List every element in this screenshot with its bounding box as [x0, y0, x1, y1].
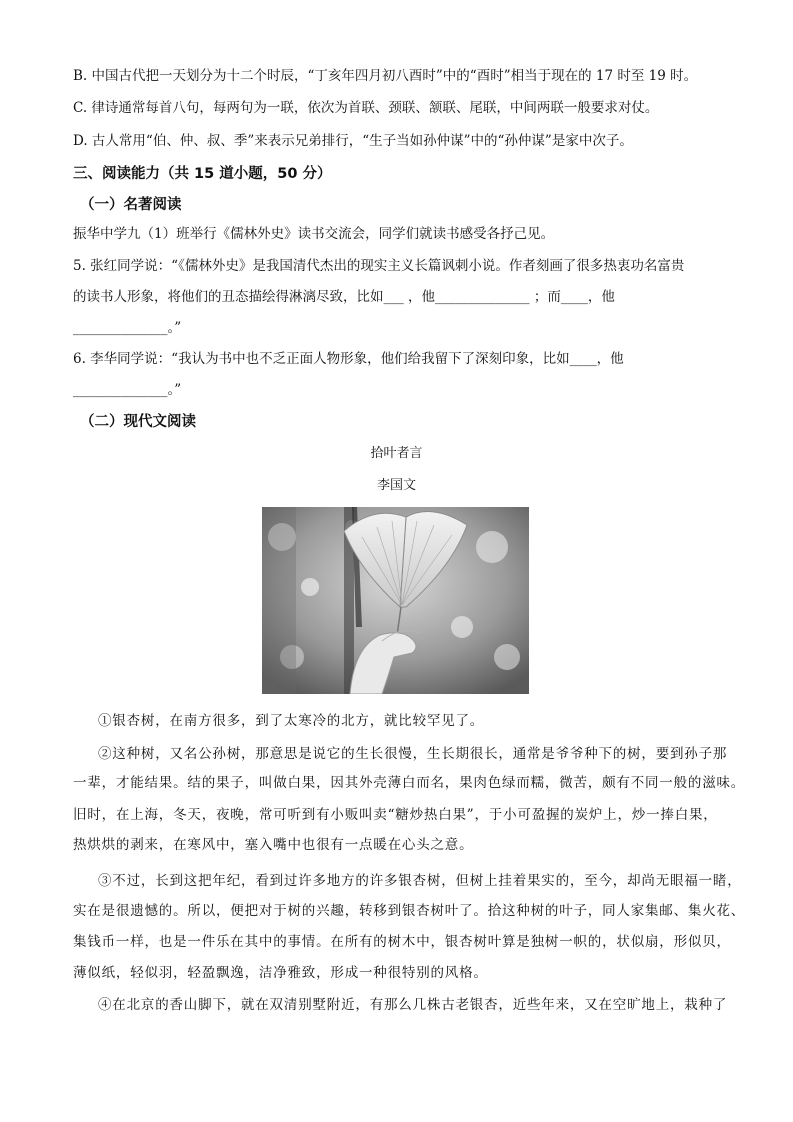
option-d: D. 古人常用“伯、仲、叔、季”来表示兄弟排行，“生子当如孙仲谋”中的“孙仲谋”是家中次子。 — [73, 133, 633, 149]
article-paragraph-1: ①银杏树，在南方很多，到了太寒冷的北方，就比较罕见了。 — [98, 713, 485, 729]
section-title: 三、阅读能力（共 15 道小题，50 分） — [73, 166, 332, 182]
option-b: B. 中国古代把一天划分为十二个时辰，“丁亥年四月初八酉时”中的“酉时”相当于现在的 17 时至 19 时。 — [73, 68, 698, 84]
article-title: 拾叶者言 — [370, 446, 423, 461]
question-5-line-1: 5. 张红同学说：“《儒林外史》是我国清代杰出的现实主义长篇讽刺小说。作者刻画了很多热衷功名富贵 — [73, 258, 685, 274]
article-paragraph-3-line-2: 实在是很遗憾的。所以，便把对于树的兴趣，转移到银杏树叶了。拾这种树的叶子，同人家集邮、集火花、 — [73, 903, 746, 919]
article-author: 李国文 — [376, 478, 416, 493]
option-c: C. 律诗通常每首八句，每两句为一联，依次为首联、颈联、颔联、尾联，中间两联一般要求对仗。 — [73, 100, 659, 116]
part1-title: （一）名著阅读 — [80, 197, 182, 213]
article-paragraph-2-line-4: 热烘烘的剥来，在寒风中，塞入嘴中也很有一点暖在心头之意。 — [73, 837, 474, 853]
question-6-line-2: ______________。” — [73, 382, 182, 398]
article-paragraph-3-line-3: 集钱币一样，也是一件乐在其中的事情。在所有的树木中，银杏树叶算是独树一帜的，状似扇，形似贝， — [73, 934, 731, 950]
question-6-line-1: 6. 李华同学说：“我认为书中也不乏正面人物形象，他们给我留下了深刻印象，比如____，他 — [73, 351, 624, 367]
article-paragraph-3-line-4: 薄似纸，轻似羽，轻盈飘逸，洁净雅致，形成一种很特别的风格。 — [73, 965, 488, 981]
ginkgo-leaf-photo — [262, 507, 529, 694]
question-5-line-3: ______________。” — [73, 320, 182, 336]
article-paragraph-4-line-1: ④在北京的香山脚下，就在双清别墅附近，有那么几株古老银杏，近些年来，又在空旷地上，栽种了 — [98, 997, 728, 1013]
article-paragraph-3-line-1: ③不过，长到这把年纪，看到过许多地方的许多银杏树，但树上挂着果实的，至今，却尚无眼福一睹， — [98, 873, 742, 889]
article-paragraph-2-line-2: 一辈，才能结果。结的果子，叫做白果，因其外壳薄白而名，果肉色绿而糯，微苦，颇有不同一般的滋味。 — [73, 775, 746, 791]
article-paragraph-2-line-1: ②这种树，又名公孙树，那意思是说它的生长很慢，生长期很长，通常是爷爷种下的树，要到孙子那 — [98, 746, 728, 762]
article-paragraph-2-line-3: 旧时，在上海，冬天，夜晚，常可听到有小贩叫卖“糖炒热白果”，于小可盈握的炭炉上，炒一捧白果， — [73, 807, 718, 823]
part2-title: （二）现代文阅读 — [80, 414, 196, 430]
intro-line: 振华中学九（1）班举行《儒林外史》读书交流会，同学们就读书感受各抒己见。 — [73, 226, 555, 242]
question-5-line-2: 的读书人形象，将他们的丑态描绘得淋漓尽致，比如___ ，他______________ ；而____，他 — [73, 289, 615, 305]
